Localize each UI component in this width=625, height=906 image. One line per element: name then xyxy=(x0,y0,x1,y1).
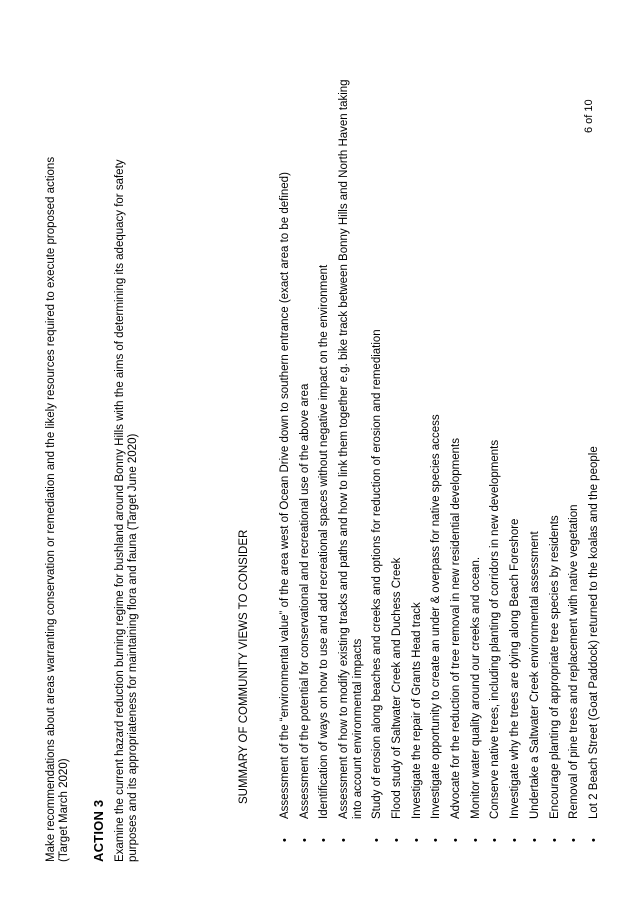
list-item: • Investigate opportunity to create an under & overpass for native species access xyxy=(430,414,443,842)
bullet-icon: • xyxy=(338,838,351,842)
list-item: • Lot 2 Beach Street (Goat Paddock) returned to the koalas and the people xyxy=(587,446,600,842)
bullet-icon: • xyxy=(587,838,600,842)
list-item: • Assessment of the “environmental value” of the area west of Ocean Drive down to southern entrance (exact area to be defined) xyxy=(279,172,291,842)
bullet-icon: • xyxy=(489,838,502,842)
list-item: • Study of erosion along beaches and creeks and options for reduction of erosion and remediation xyxy=(371,329,384,842)
list-item: • Encourage planting of appropriate tree species by residents xyxy=(548,515,561,842)
action-3-paragraph: Examine the current hazard reduction burning regime for bushland around Bonny Hills with the aims of determining its adequacy for safety purposes and its appropriateness for maintaining flora and fauna (Target June 2020) xyxy=(114,159,140,862)
bullet-icon: • xyxy=(371,838,384,842)
list-item: • Identification of ways on how to use and add recreational spaces without negative impact on the environment xyxy=(318,264,331,842)
list-item: • Advocate for the reduction of tree removal in new residential developments xyxy=(450,438,463,842)
intro-paragraph: Make recommendations about areas warranting conservation or remediation and the likely resources required to execute proposed actions (Target March 2020) xyxy=(45,156,71,862)
bullet-icon: • xyxy=(390,838,403,842)
bullet-icon: • xyxy=(568,838,581,842)
list-item: • Conserve native trees, including planting of corridors in new developments xyxy=(489,439,502,842)
bullet-icon: • xyxy=(279,838,291,842)
bullet-icon: • xyxy=(318,838,331,842)
bullet-icon: • xyxy=(528,838,541,842)
list-item: • Investigate the repair of Grants Head track xyxy=(410,602,423,842)
page-number: 6 of 10 xyxy=(583,99,595,133)
bullet-icon: • xyxy=(298,838,311,842)
list-item: • Flood study of Saltwater Creek and Duchess Creek xyxy=(390,557,403,842)
list-item: • Investigate why the trees are dying along Beach Foreshore xyxy=(509,518,522,842)
bullet-icon: • xyxy=(410,838,423,842)
list-item: • Assessment of how to modify existing tracks and paths and how to link them together e.g. bike track between Bonny Hills and North Haven taking into account environmental impacts xyxy=(338,79,364,842)
action-3-heading: ACTION 3 xyxy=(91,799,106,862)
list-item: • Assessment of the potential for conservational and recreational use of the above area xyxy=(298,383,311,842)
summary-title: SUMMARY OF COMMUNITY VIEWS TO CONSIDER xyxy=(238,529,250,804)
list-item: • Removal of pine trees and replacement with native vegetation xyxy=(568,504,581,842)
bullet-icon: • xyxy=(469,838,482,842)
list-item: • Undertake a Saltwater Creek environmental assessment xyxy=(528,531,541,842)
bullet-icon: • xyxy=(509,838,522,842)
bullet-icon: • xyxy=(450,838,463,842)
list-item: • Monitor water quality around our creeks and ocean. xyxy=(469,556,482,842)
bullet-icon: • xyxy=(430,838,443,842)
bullet-icon: • xyxy=(548,838,561,842)
community-views-list xyxy=(279,62,608,842)
page-number-wrap xyxy=(583,83,603,133)
